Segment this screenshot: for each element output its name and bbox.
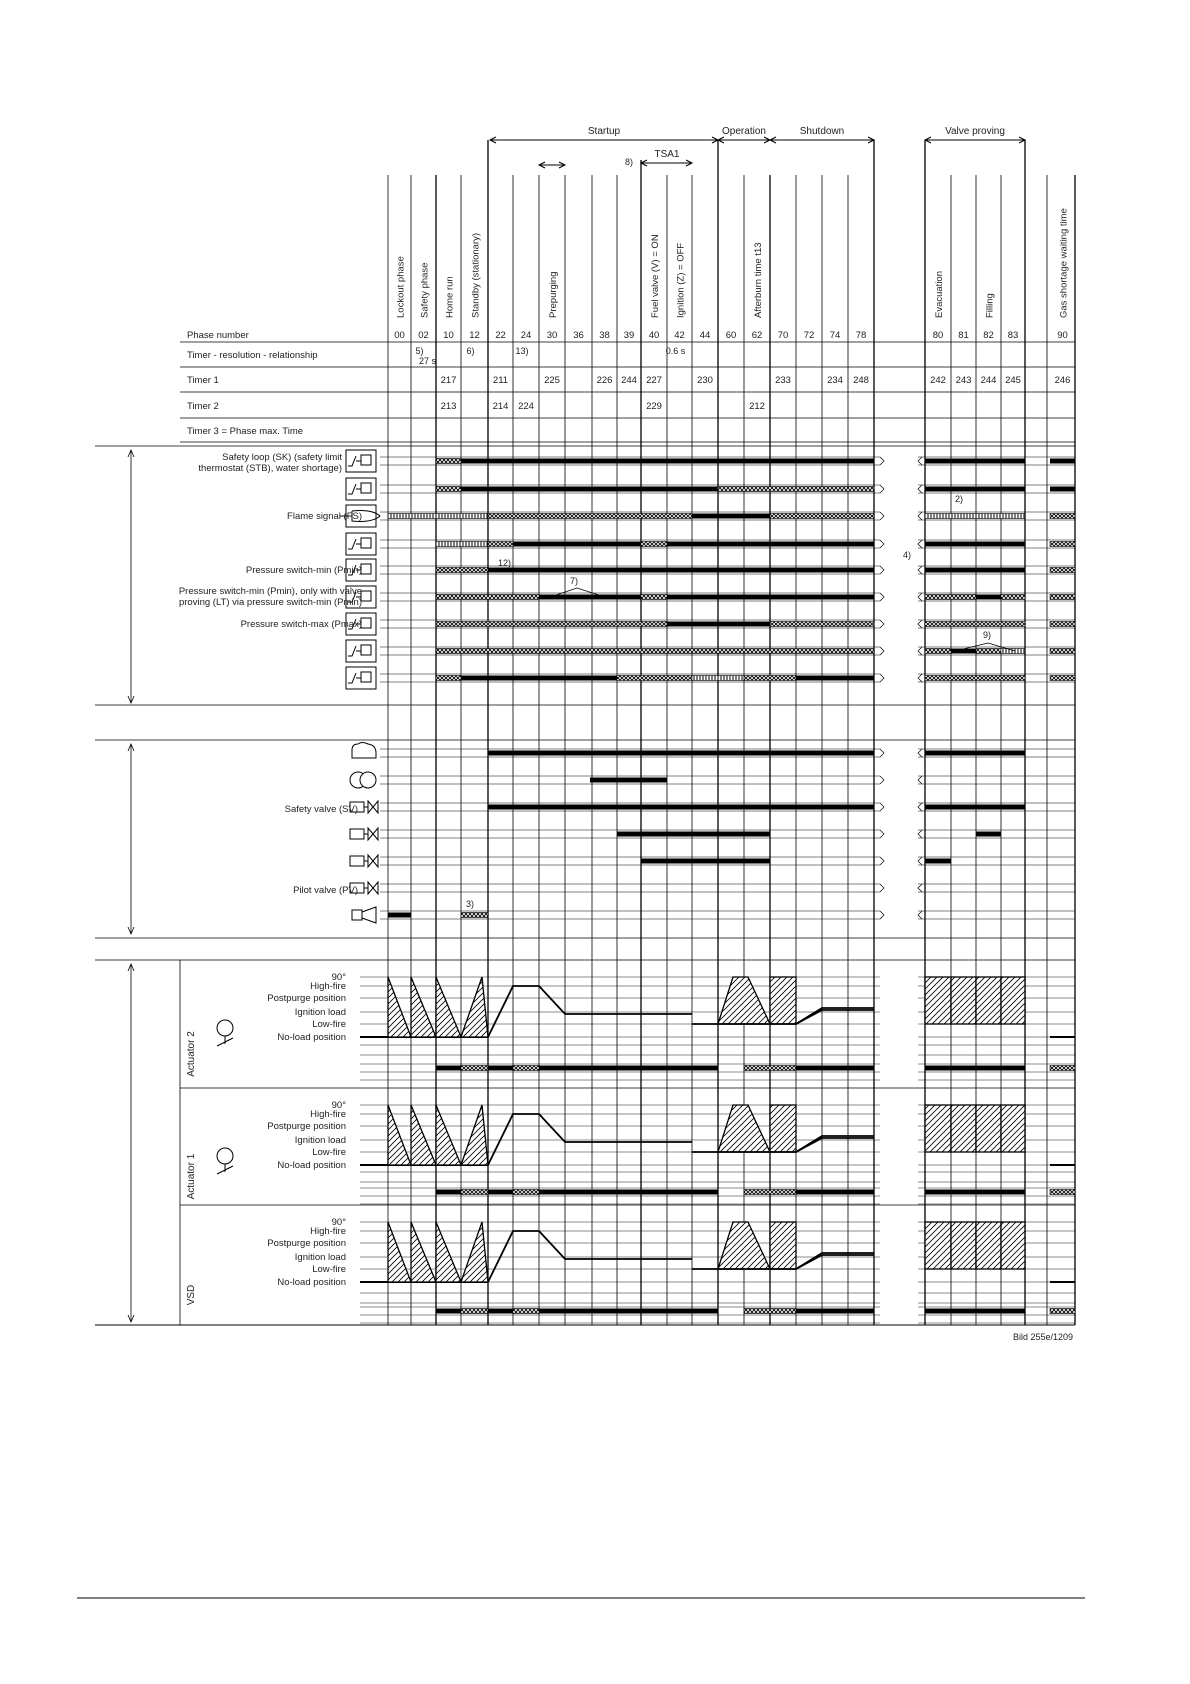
valve-proving-block [925,977,951,1024]
input-signal-bar [770,622,874,627]
position-label: Low-fire [312,1264,346,1275]
input-signal-bar [461,487,692,492]
break-mark [880,776,884,784]
row-label-timer2: Timer 2 [187,401,219,412]
output-signal-bar [641,859,770,864]
input-symbol-icon [346,533,376,555]
row-label-phase-number: Phase number [187,330,249,341]
break-mark [918,647,922,655]
position-label: Ignition load [294,1007,346,1018]
input-signal-bar [436,676,461,681]
input-signal-bar [436,649,874,654]
actuator-status-bar [513,1309,539,1314]
input-signal-bar [1050,595,1075,600]
input-signal-bar [925,676,1025,681]
horn-icon [352,907,376,923]
timer1-cell: 244 [621,375,637,386]
valve-proving-block [976,1222,1001,1269]
input-signal-bar [925,487,1025,492]
actuator-status-bar [1050,1066,1075,1071]
actuator-status-bar [796,1309,874,1314]
motor-arrow [217,1164,233,1174]
input-signal-bar [744,676,796,681]
break-mark [880,884,884,892]
row-label-timer-res: Timer - resolution - relationship [187,350,318,361]
timer1-cell: 245 [1005,375,1021,386]
position-trace [488,1231,692,1282]
row-label-timer3: Timer 3 = Phase max. Time [187,426,304,437]
phase-number: 30 [546,330,558,341]
position-label: Postpurge position [267,1121,346,1132]
valve-proving-block [976,977,1001,1024]
break-mark [918,620,922,628]
timer1-cell: 246 [1054,375,1071,386]
ramp-shape [718,977,770,1024]
actuator-status-bar [1050,1309,1075,1314]
input-signal-bar [796,676,874,681]
input-label: Pressure switch-min (Pmin) [245,565,362,576]
input-symbol-icon [346,667,376,689]
phase-number: 40 [648,330,660,341]
timer1-cell: 242 [930,375,946,386]
shutdown-block [770,1105,796,1152]
break-mark [918,803,922,811]
timer-res-cell: 13) [515,346,529,356]
input-signal-bar [667,542,874,547]
phase-number: 12 [469,330,480,341]
input-signal-bar [925,568,1025,573]
coil-b [360,772,376,788]
phase-number: 83 [1007,330,1019,341]
break-mark [880,457,884,465]
position-label: No-load position [277,1032,346,1043]
timer2-cell: 213 [440,401,457,412]
actuator-status-bar [925,1066,1025,1071]
position-label: Ignition load [294,1252,346,1263]
figure-id: Bild 255e/1209 [1012,1332,1073,1342]
valve-proving-block [925,1222,951,1269]
phase-number: 42 [674,330,685,341]
actuator-status-bar [1050,1190,1075,1195]
timer2-cell: 212 [749,401,765,412]
actuator-status-bar [488,1066,513,1071]
timer2-cell: 214 [492,401,509,412]
phase-number: 82 [983,330,994,341]
note-4: 4) [903,550,912,560]
position-label: Low-fire [312,1019,346,1030]
break-mark [880,485,884,493]
break-mark [880,566,884,574]
break-mark [918,566,922,574]
break-mark [918,485,922,493]
output-signal-bar [976,832,1001,837]
note-12: 12) [498,558,512,568]
input-signal-bar [388,514,488,519]
motor-circle [217,1020,233,1036]
actuator-status-bar [796,1190,874,1195]
group-label: Shutdown [799,126,845,137]
valve-proving-block [1001,1222,1025,1269]
output-signal-bar [925,751,1025,756]
phase-number: 81 [958,330,969,341]
timer2-cell: 229 [646,401,662,412]
break-mark [918,593,922,601]
motor-icon [217,1020,233,1046]
actuator-label: VSD [186,1284,197,1306]
valve-proving-block [951,1222,976,1269]
input-signal-bar [1050,676,1075,681]
valve-proving-block [925,1105,951,1152]
position-label: No-load position [277,1277,346,1288]
output-signal-bar [488,751,874,756]
input-signal-bar [692,676,744,681]
output-signal-bar [388,913,411,918]
phase-number: 24 [520,330,532,341]
valve-body [364,801,378,813]
phase-name: Afterburn time t13 [753,242,764,318]
phase-name: Standby (stationary) [470,232,482,318]
valve-body [364,828,378,840]
timer1-cell: 217 [440,375,457,386]
input-label: Pressure switch-max (Pmax) [240,619,362,630]
output-signal-bar [925,805,1025,810]
actuator-status-bar [539,1309,718,1314]
actuator-status-bar [488,1309,513,1314]
valve-proving-block [951,977,976,1024]
timer1-cell: 226 [596,375,613,386]
output-label: Pilot valve (PV) [293,885,358,896]
motor-icon [217,1148,233,1174]
input-signal-bar [513,542,641,547]
break-mark [880,620,884,628]
horn-box [352,910,362,920]
motor-circle [217,1148,233,1164]
input-signal-bar [1001,595,1025,600]
actuator-status-bar [744,1309,796,1314]
timer-res-cell: 5) [415,346,424,356]
input-signal-bar [667,595,874,600]
position-label: 90° [331,972,346,983]
output-signal-bar [590,778,667,783]
input-signal-bar [692,487,718,492]
input-symbol-icon [346,640,376,662]
input-signal-bar [976,595,1001,600]
timer1-cell: 225 [544,375,560,386]
input-signal-bar [1050,459,1075,464]
input-signal-bar [1050,568,1075,573]
input-signal-bar [488,568,874,573]
note-7: 7) [570,576,579,586]
input-signal-bar [1050,622,1075,627]
break-mark [918,884,922,892]
phase-name: Prepurging [548,271,559,318]
actuator-status-bar [436,1066,461,1071]
input-symbol-icon [346,450,376,472]
position-label: Low-fire [312,1147,346,1158]
position-label: Ignition load [294,1135,346,1146]
input-label: Pressure switch-min (Pmin), only with valve [178,586,362,597]
input-signal-bar [641,595,667,600]
actuator-label: Actuator 1 [186,1153,197,1200]
input-signal-bar [1050,487,1075,492]
valve-proving-block [951,1105,976,1152]
break-mark [918,457,922,465]
input-signal-bar [461,676,617,681]
note-2: 2) [955,494,964,504]
valve-body [364,855,378,867]
phase-number: 02 [418,330,429,341]
phase-number: 62 [751,330,763,341]
ignition-transformer-icon [350,772,376,788]
phase-name: Safety phase [419,262,431,318]
input-signal-bar [1001,649,1025,654]
input-signal-bar [436,622,667,627]
shutdown-block [770,977,796,1024]
break-mark [918,911,922,919]
position-label: 90° [331,1100,346,1111]
row-label-timer1: Timer 1 [187,375,219,386]
actuator-status-bar [513,1190,539,1195]
group-label: Startup [587,126,621,137]
phase-name: Evacuation [934,270,945,318]
break-mark [880,512,884,520]
valve-body [364,882,378,894]
input-signal-bar [1050,649,1075,654]
input-signal-bar [925,514,1025,519]
break-mark [918,857,922,865]
timer1-cell: 234 [827,375,843,386]
actuator-status-bar [539,1066,718,1071]
break-mark [880,647,884,655]
position-trace [488,1114,692,1165]
actuator-status-bar [744,1190,796,1195]
input-symbol-icon [346,478,376,500]
timer-res-cell: 27 s [418,356,437,366]
phase-number: 10 [443,330,454,341]
phase-number: 44 [699,330,711,341]
break-mark [880,911,884,919]
phase-number: 36 [573,330,584,341]
input-label: thermostat (STB), water shortage) [198,463,342,474]
phase-name: Lockout phase [395,256,407,318]
break-mark [880,749,884,757]
phase-name: Ignition (Z) = OFF [675,242,687,318]
actuator-status-bar [796,1066,874,1071]
timer2-cell: 224 [518,401,534,412]
valve-proving-block [1001,1105,1025,1152]
input-signal-bar [488,542,513,547]
phase-number: 78 [855,330,867,341]
position-label: Postpurge position [267,993,346,1004]
phase-name: Home run [444,276,456,318]
actuator-status-bar [744,1066,796,1071]
phase-number: 00 [394,330,405,341]
break-mark [880,857,884,865]
input-signal-bar [1050,514,1075,519]
note-3: 3) [465,899,475,909]
phase-name: Filling [984,293,996,318]
break-mark [880,593,884,601]
position-label: High-fire [310,981,346,992]
input-signal-bar [436,542,488,547]
input-signal-bar [488,514,692,519]
actuator-status-bar [436,1309,461,1314]
input-signal-bar [436,459,461,464]
output-signal-bar [488,805,874,810]
input-signal-bar [436,487,461,492]
break-mark [918,776,922,784]
break-mark [918,830,922,838]
position-label: Postpurge position [267,1238,346,1249]
tsa-label: TSA1 [654,149,680,160]
actuator-status-bar [925,1190,1025,1195]
actuator-status-bar [436,1190,461,1195]
input-signal-bar [925,542,1025,547]
actuator-status-bar [488,1190,513,1195]
ramp-shape [718,1222,770,1269]
input-signal-bar [692,514,770,519]
phase-number: 22 [495,330,506,341]
break-mark [880,803,884,811]
input-signal-bar [718,487,874,492]
position-trace [488,986,692,1037]
timer-res-cell: 6) [466,346,475,356]
valve-proving-block [1001,977,1025,1024]
position-label: High-fire [310,1109,346,1120]
position-label: High-fire [310,1226,346,1237]
break-mark [880,830,884,838]
input-signal-bar [461,459,874,464]
horn-cone [362,907,376,923]
phase-number: 72 [803,330,815,341]
input-signal-bar [770,514,874,519]
break-mark [880,674,884,682]
input-signal-bar [436,568,488,573]
actuator-status-bar [461,1309,488,1314]
break-mark [918,674,922,682]
input-signal-bar [976,649,1001,654]
input-signal-bar [1050,542,1075,547]
actuator-status-bar [539,1190,718,1195]
actuator-status-bar [513,1066,539,1071]
fan-shape [352,743,376,759]
motor-arrow [217,1036,233,1046]
valve-actuator [350,829,364,839]
position-label: 90° [331,1217,346,1228]
actuator-status-bar [461,1066,488,1071]
timer1-cell: 248 [853,375,869,386]
timer-res-cell: 0.6 s [665,346,686,356]
timer1-cell: 233 [775,375,791,386]
position-label: No-load position [277,1160,346,1171]
break-mark [918,540,922,548]
phase-number: 39 [623,330,635,341]
output-signal-bar [925,859,951,864]
timer1-cell: 230 [697,375,713,386]
shutdown-block [770,1222,796,1269]
break-mark [918,512,922,520]
actuator-label: Actuator 2 [186,1031,197,1077]
input-label: Safety loop (SK) (safety limit [222,452,342,463]
valve-proving-block [976,1105,1001,1152]
break-mark [880,540,884,548]
timer1-cell: 211 [492,375,509,386]
group-label: Operation [722,126,766,137]
input-label: proving (LT) via pressure switch-min (Pmin) [178,597,362,608]
phase-number: 60 [725,330,737,341]
output-signal-bar [617,832,770,837]
valve-actuator [350,856,364,866]
phase-number: 38 [599,330,610,341]
phase-name: Fuel valve (V) = ON [650,234,661,318]
input-label: Flame signal (FS) [287,511,362,522]
input-signal-bar [436,595,539,600]
phase-number: 74 [829,330,841,341]
input-signal-bar [925,595,976,600]
phase-number: 70 [777,330,789,341]
actuator-status-bar [925,1309,1025,1314]
fan-icon [352,743,376,759]
phase-number: 80 [932,330,944,341]
valve-icon [350,855,378,867]
input-signal-bar [925,622,1025,627]
valve-icon [350,828,378,840]
output-label: Safety valve (SV) [284,804,358,815]
actuator-status-bar [461,1190,488,1195]
ramp-shape [718,1105,770,1152]
output-signal-bar [461,913,488,918]
break-mark [918,749,922,757]
group-label: Valve proving [945,126,1005,137]
timer1-cell: 227 [646,375,662,386]
timer1-cell: 244 [980,375,997,386]
phase-number: 90 [1057,330,1068,341]
note-9: 9) [983,630,992,640]
input-signal-bar [641,542,667,547]
timer1-cell: 243 [955,375,972,386]
input-signal-bar [667,622,770,627]
note-8: 8) [624,157,633,167]
input-signal-bar [925,649,951,654]
phase-name: Gas shortage waiting time [1058,208,1070,318]
input-signal-bar [617,676,692,681]
input-signal-bar [925,459,1025,464]
